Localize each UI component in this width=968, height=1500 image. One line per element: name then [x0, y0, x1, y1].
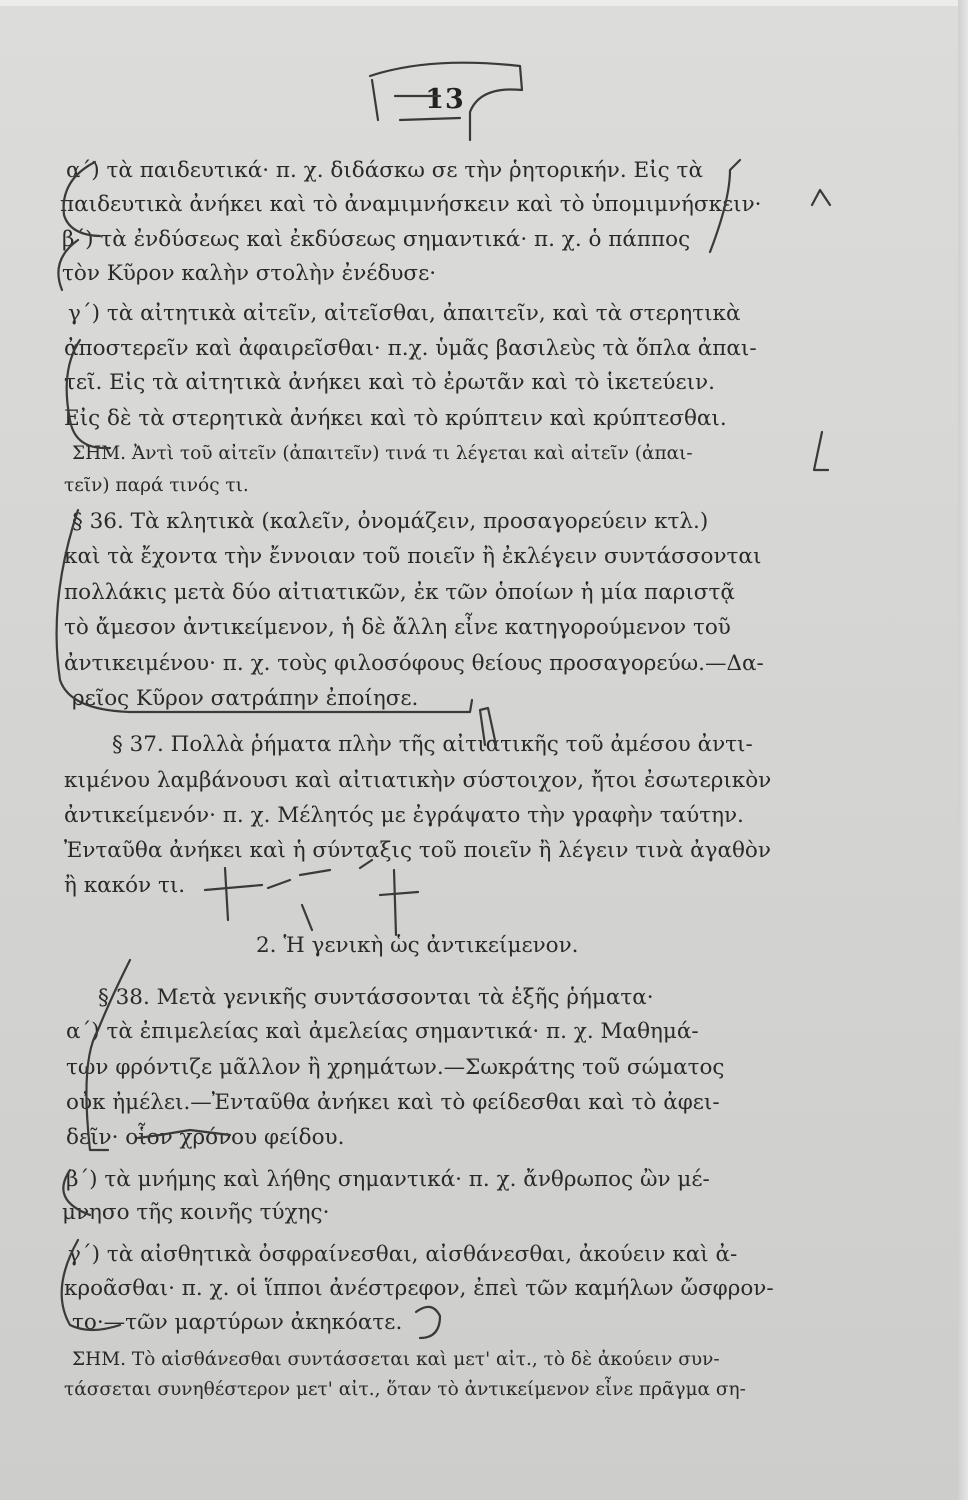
pencil-mark-13: [814, 432, 828, 470]
text-line: § 36. Τὰ κλητικὰ (καλεῖν, ὀνομάζειν, προσαγορεύειν κτλ.): [72, 509, 709, 534]
pencil-mark-6: [205, 860, 418, 935]
text-line: τεῖν) παρά τινός τι.: [64, 475, 249, 496]
text-line: το·—τῶν μαρτύρων ἀκηκόατε.: [72, 1310, 403, 1335]
pencil-mark-12: [812, 190, 830, 205]
text-line: β΄) τὰ μνήμης καὶ λήθης σημαντικά· π. χ. ἄνθρωπος ὢν μέ-: [66, 1167, 710, 1192]
text-line: κροᾶσθαι· π. χ. οἱ ἵπποι ἀνέστρεφον, ἐπεὶ τῶν καμήλων ὤσφρον-: [64, 1276, 774, 1301]
text-line: οὐκ ἠμέλει.—Ἐνταῦθα ἀνήκει καὶ τὸ φείδεσθαι καὶ τὸ ἀφει-: [66, 1090, 720, 1115]
text-line: 2. Ἡ γενικὴ ὡς ἀντικείμενον.: [256, 933, 579, 958]
text-line: κιμένου λαμβάνουσι καὶ αἰτιατικὴν σύστοιχον, ἤτοι ἐσωτερικὸν: [64, 768, 772, 793]
text-line: δεῖν· οἷον χρόνου φείδου.: [66, 1125, 345, 1150]
text-line: ΣΗΜ. Τὸ αἰσθάνεσθαι συντάσσεται καὶ μετ' αἰτ., τὸ δὲ ἀκούειν συν-: [72, 1349, 720, 1370]
text-line: γ΄) τὰ αἰσθητικὰ ὀσφραίνεσθαι, αἰσθάνεσθαι, ἀκούειν καὶ ἀ-: [68, 1242, 738, 1267]
text-line: τεῖ. Εἰς τὰ αἰτητικὰ ἀνήκει καὶ τὸ ἐρωτᾶν καὶ τὸ ἱκετεύειν.: [64, 370, 715, 395]
page-number: 13: [425, 84, 465, 115]
text-line: γ΄) τὰ αἰτητικὰ αἰτεῖν, αἰτεῖσθαι, ἀπαιτεῖν, καὶ τὰ στερητικὰ: [68, 301, 741, 326]
page-right-edge: [958, 0, 968, 1500]
text-line: ἀποστερεῖν καὶ ἀφαιρεῖσθαι· π.χ. ὑμᾶς βασιλεὺς τὰ ὅπλα ἀπαι-: [64, 336, 757, 361]
pencil-mark-10: [416, 1307, 440, 1338]
text-line: καὶ τὰ ἔχοντα τὴν ἔννοιαν τοῦ ποιεῖν ἢ ἐκλέγειν συντάσσονται: [64, 544, 762, 569]
text-line: β΄) τὰ ἐνδύσεως καὶ ἐκδύσεως σημαντικά· π. χ. ὁ πάππος: [62, 227, 691, 252]
text-line: Εἰς δὲ τὰ στερητικὰ ἀνήκει καὶ τὸ κρύπτειν καὶ κρύπτεσθαι.: [64, 406, 727, 431]
text-line: πολλάκις μετὰ δύο αἰτιατικῶν, ἐκ τῶν ὁποίων ἡ μία παριστᾷ: [64, 580, 735, 605]
text-line: μνησο τῆς κοινῆς τύχης·: [62, 1200, 330, 1225]
text-line: § 37. Πολλὰ ῥήματα πλὴν τῆς αἰτιατικῆς τοῦ ἀμέσου ἀντι-: [112, 732, 753, 757]
text-line: ΣΗΜ. Ἀντὶ τοῦ αἰτεῖν (ἀπαιτεῖν) τινά τι λέγεται καὶ αἰτεῖν (ἀπαι-: [72, 443, 693, 464]
text-line: ἀντικείμενόν· π. χ. Μέλητός με ἐγράψατο τὴν γραφὴν ταύτην.: [64, 803, 744, 828]
text-line: α΄) τὰ ἐπιμελείας καὶ ἀμελείας σημαντικά· π. χ. Μαθημά-: [66, 1019, 699, 1044]
text-line: των φρόντιζε μᾶλλον ἢ χρημάτων.—Σωκράτης τοῦ σώματος: [66, 1055, 725, 1080]
text-line: α΄) τὰ παιδευτικά· π. χ. διδάσκω σε τὴν ῥητορικήν. Εἰς τὰ: [66, 158, 703, 183]
text-line: § 38. Μετὰ γενικῆς συντάσσονται τὰ ἑξῆς ῥήματα·: [98, 985, 654, 1010]
text-line: τάσσεται συνηθέστερον μετ' αἰτ., ὅταν τὸ ἀντικείμενον εἶνε πρᾶγμα ση-: [64, 1379, 746, 1400]
text-line: τὸν Κῦρον καλὴν στολὴν ἐνέδυσε·: [62, 261, 437, 286]
page-top-edge: [0, 0, 968, 6]
text-line: ἢ κακόν τι.: [64, 873, 186, 898]
text-line: τὸ ἄμεσον ἀντικείμενον, ἡ δὲ ἄλλη εἶνε κατηγορούμενον τοῦ: [64, 615, 731, 640]
pencil-bracket-4: [57, 510, 472, 712]
text-line: Ἐνταῦθα ἀνήκει καὶ ἡ σύνταξις τοῦ ποιεῖν ἢ λέγειν τινὰ ἀγαθὸν: [64, 838, 771, 863]
text-line: ρεῖος Κῦρον σατράπην ἐποίησε.: [72, 686, 419, 711]
text-line: ἀντικειμένου· π. χ. τοὺς φιλοσόφους θείους προσαγορεύω.—Δα-: [64, 651, 764, 676]
text-line: παιδευτικὰ ἀνήκει καὶ τὸ ἀναμιμνήσκειν καὶ τὸ ὑπομιμνήσκειν·: [60, 192, 762, 217]
